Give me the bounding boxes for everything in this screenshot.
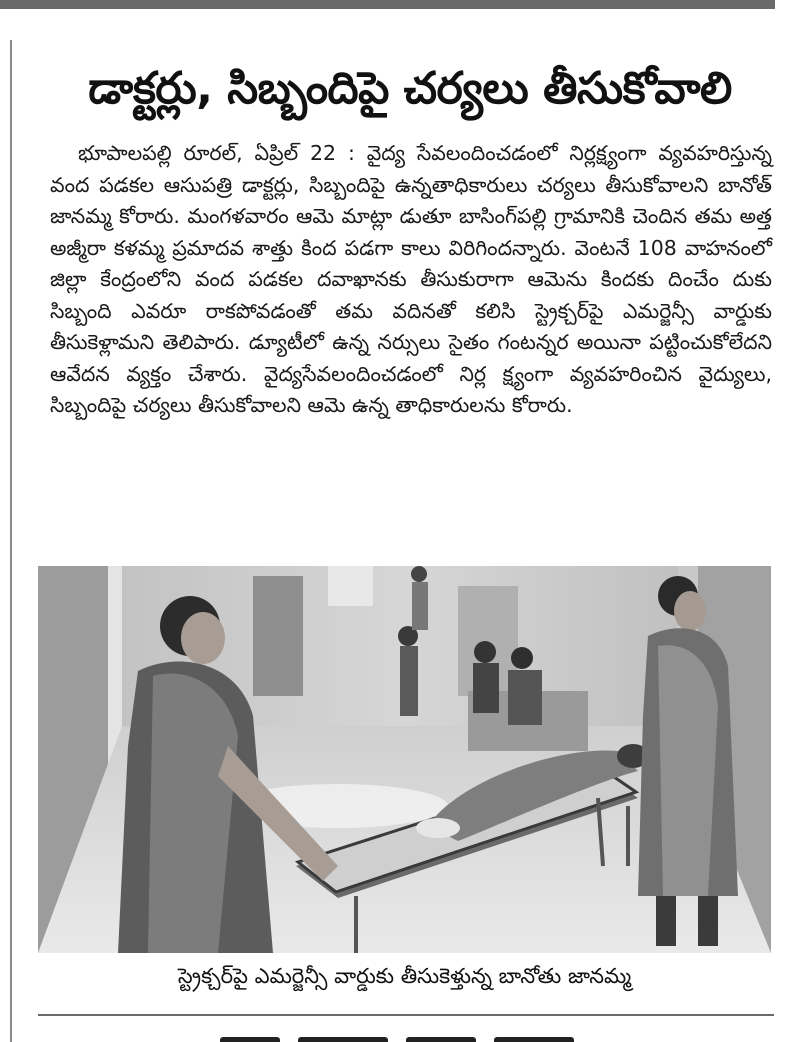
column-divider bbox=[10, 40, 12, 1042]
article-body: భూపాలపల్లి రూరల్, ఏప్రిల్ 22 : వైద్య సేవలందించడంలో నిర్లక్ష్యంగా వ్యవహరిస్తున్న వంద పడకల ఆసుపత్రి డాక్టర్లు, సిబ్బందిపై ఉన్నతాధికారులు చర్యలు తీసుకోవాలని బానోత్ జానమ్మ కోరారు. మంగళవారం ఆమె మాట్లా డుతూ బాసింగ్‌పల్లి గ్రామానికి చెందిన తమ అత్త అజ్మీరా కళమ్మ ప్రమాదవ శాత్తు కింద పడగా కాలు విరిగిందన్నారు. వెంటనే 108 వాహనంలో జిల్లా కేంద్రంలోని వంద పడకల దవాఖానకు తీసుకురాగా ఆమెను కిందకు దించేం దుకు సిబ్బంది ఎవరూ రాకపోవడంతో తమ వదినతో కలిసి స్ట్రెక్చర్‌పై ఎమర్జెన్సీ వార్డుకు తీసుకెళ్లామని తెలిపారు. డ్యూటీలో ఉన్న నర్సులు సైతం గంటన్నర అయినా పట్టించుకోలేదని ఆవేదన వ్యక్తం చేశారు. వైద్యసేవలందించడంలో నిర్ల క్ష్యంగా వ్యవహరించిన వైద్యులు, సిబ్బందిపై చర్యలు తీసుకోవాలని ఆమె ఉన్న తాధికారులను కోరారు. bbox=[50, 141, 772, 417]
photo-caption: స్ట్రెక్చర్‌పై ఎమర్జెన్సీ వార్డుకు తీసుకెళ్తున్న బానోతు జానమ్మ bbox=[177, 964, 632, 988]
hospital-stretcher-photo bbox=[38, 566, 771, 953]
top-divider bbox=[0, 0, 775, 9]
article-headline: డాక్టర్లు, సిబ్బందిపై చర్యలు తీసుకోవాలి bbox=[88, 63, 732, 114]
next-article-cut-text bbox=[220, 1028, 600, 1042]
bottom-divider bbox=[38, 1014, 774, 1016]
